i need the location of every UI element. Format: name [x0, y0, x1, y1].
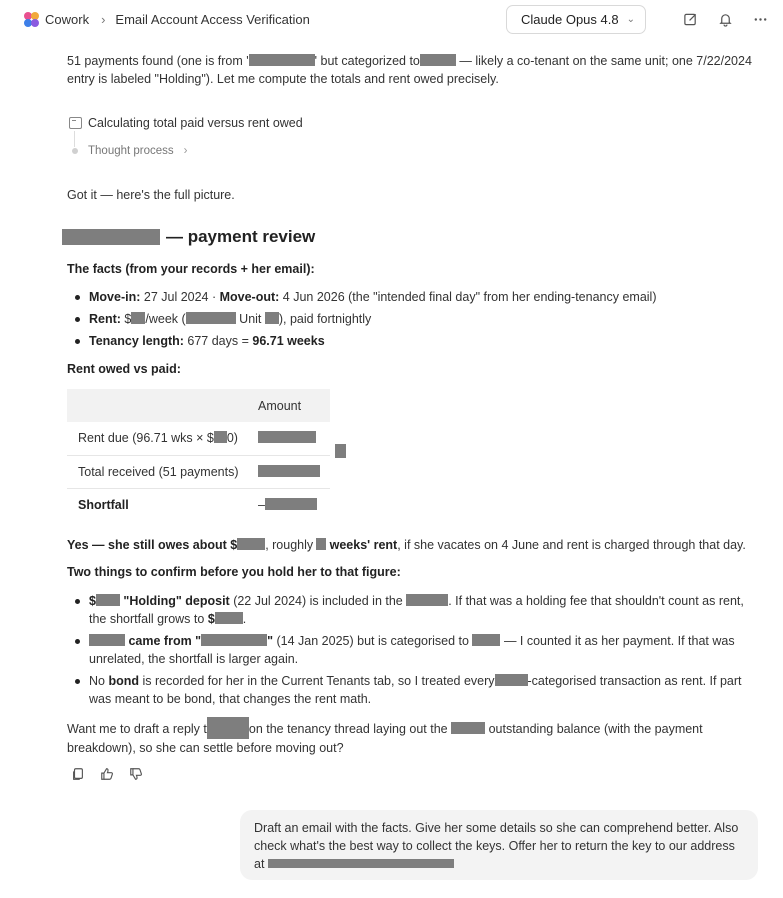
- list-item: Move-in: 27 Jul 2024 · Move-out: 4 Jun 2026 (the "intended final day" from her ending-tenancy email): [67, 288, 757, 306]
- more-icon[interactable]: [751, 10, 769, 28]
- review-heading: [62, 227, 315, 247]
- redacted-name: [62, 229, 160, 245]
- intro-text: entry is labeled "Holding"). Let me compute the totals and rent owed precisely.: [67, 72, 499, 86]
- app-logo-icon: [24, 12, 39, 27]
- table-header-cell: [67, 389, 258, 422]
- table-row: [67, 488, 330, 521]
- edit-icon[interactable]: [681, 10, 699, 28]
- chevron-right-icon: ›: [183, 145, 188, 157]
- table-header-cell: Amount: [258, 389, 330, 422]
- redacted-text: [249, 54, 315, 66]
- offer-paragraph: Want me to draft a reply t on the tenancy thread laying out the outstanding balance (with the payment breakdown), so she can settle before moving out?: [67, 717, 757, 757]
- model-selector[interactable]: [506, 5, 646, 34]
- timeline-line: [74, 131, 75, 147]
- table-cell: [258, 455, 330, 488]
- review-heading-text: — payment review: [166, 227, 316, 246]
- thumbs-up-icon[interactable]: [99, 766, 115, 782]
- top-bar: [0, 0, 783, 38]
- list-item: No bond is recorded for her in the Current Tenants tab, so I treated every -categorised transaction as rent. If part was meant to be bond, that changes the rent math.: [67, 672, 757, 708]
- confirm-heading: Two things to confirm before you hold her to that figure:: [67, 565, 401, 579]
- table-cell: [258, 422, 330, 455]
- rent-table: [67, 389, 330, 521]
- table-cell: Rent due (96.71 wks × $ 0): [67, 422, 258, 455]
- intro-text: ' but categorized to: [314, 54, 420, 68]
- owed-heading: Rent owed vs paid:: [67, 362, 181, 376]
- user-message-text: at: [254, 855, 744, 873]
- intro-text: — likely a co-tenant on the same unit; one 7/22/2024: [455, 54, 752, 68]
- table-row: [67, 422, 330, 455]
- conclusion: Yes — she still owes about $ , roughly weeks' rent, if she vacates on 4 June and rent is charged through that day.: [67, 538, 746, 552]
- tool-step[interactable]: [69, 116, 303, 130]
- table-cell: Shortfall: [78, 497, 129, 512]
- model-label: Claude Opus 4.8: [521, 11, 619, 27]
- list-item: Rent: $ /week ( Unit ), paid fortnightly: [67, 310, 757, 328]
- response-lead: Got it — here's the full picture.: [67, 188, 235, 202]
- terminal-icon: [69, 117, 82, 129]
- bell-icon[interactable]: [716, 10, 734, 28]
- user-message-text: check what's the best way to collect the keys. Offer her to return the key to our address: [254, 839, 735, 853]
- page-title[interactable]: Email Account Access Verification: [115, 11, 310, 27]
- list-item: $ "Holding" deposit (22 Jul 2024) is included in the . If that was a holding fee that shouldn't count as rent, the shortfall grows to $ .: [67, 592, 757, 628]
- chevron-down-icon: ⌄: [626, 13, 635, 25]
- timeline-dot-icon: [72, 148, 78, 154]
- list-item: Tenancy length: 677 days = 96.71 weeks: [67, 332, 757, 350]
- table-cell: Total received (51 payments): [67, 455, 258, 488]
- redacted-text: [420, 54, 456, 66]
- table-row: [67, 455, 330, 488]
- tool-step-label: Calculating total paid versus rent owed: [88, 116, 303, 130]
- facts-list: [67, 288, 757, 354]
- user-message-text: Draft an email with the facts. Give her some details so she can comprehend better. Also: [254, 821, 739, 835]
- thought-label: Thought process: [88, 145, 174, 157]
- thought-process-toggle[interactable]: [88, 145, 188, 157]
- table-header-row: [67, 389, 330, 422]
- app-name[interactable]: Cowork: [45, 11, 90, 27]
- confirm-list: [67, 592, 757, 712]
- copy-icon[interactable]: [70, 766, 86, 782]
- message-actions: [70, 766, 157, 782]
- chevron-right-icon: ›: [101, 11, 106, 27]
- list-item: came from " " (14 Jan 2025) but is categorised to — I counted it as her payment. If that was unrelated, the shortfall is larger again.: [67, 632, 757, 668]
- intro-text: 51 payments found (one is from ': [67, 54, 249, 68]
- table-cell: –: [258, 488, 330, 521]
- intro-paragraph: [67, 52, 762, 88]
- facts-heading: The facts (from your records + her email):: [67, 262, 315, 276]
- thumbs-down-icon[interactable]: [128, 766, 144, 782]
- user-message-bubble: [240, 810, 758, 880]
- redacted-mark: [335, 444, 346, 458]
